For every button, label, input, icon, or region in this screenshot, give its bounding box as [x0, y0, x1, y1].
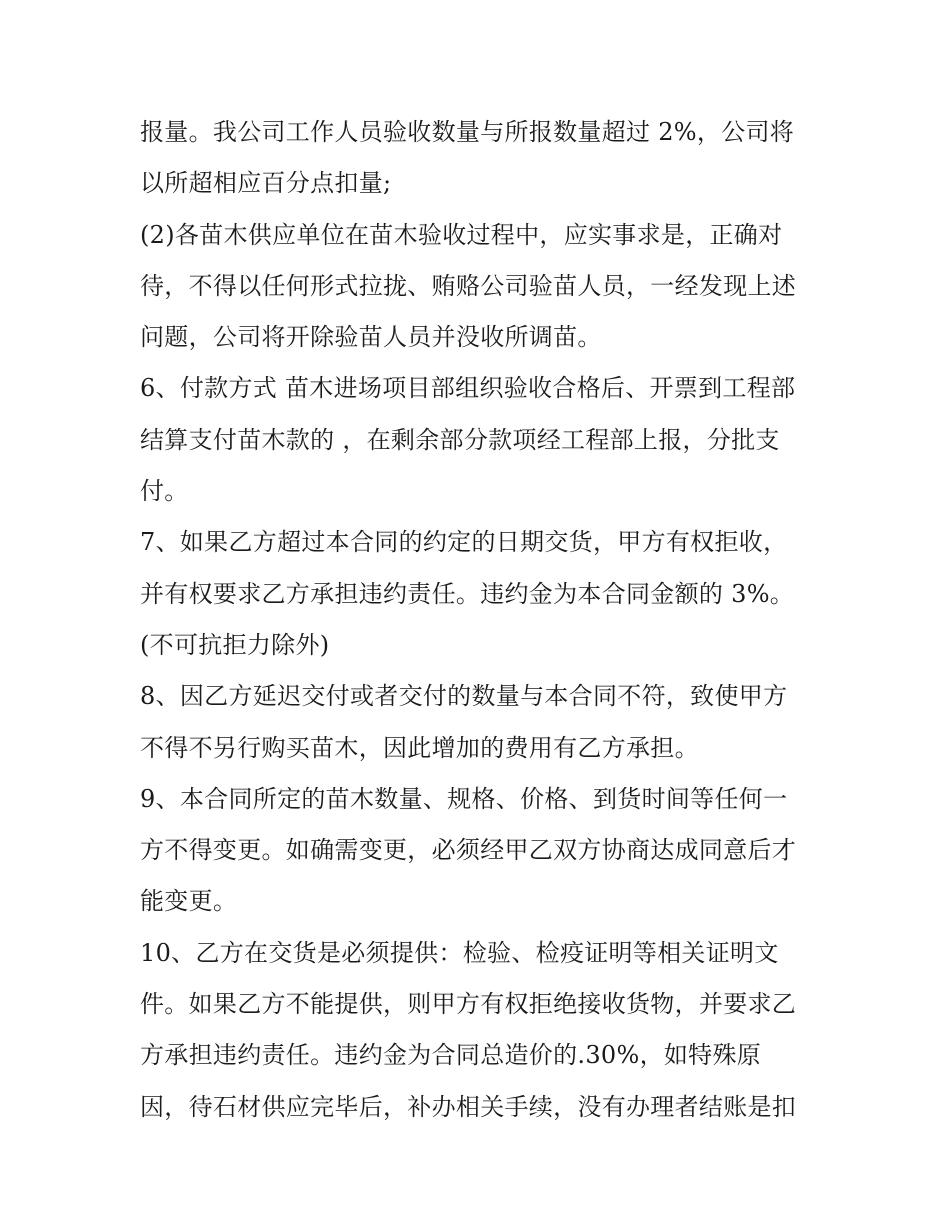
- text-line-3: (2)各苗木供应单位在苗木验收过程中，应实事求是，正确对: [140, 220, 783, 249]
- text-line-9: 7、如果乙方超过本合同的约定的日期交货，甲方有权拒收，: [140, 528, 788, 557]
- text-line-19: 方承担违约责任。违约金为合同总造价的.30%，如特殊原: [140, 1041, 762, 1070]
- text-line-14: 9、本合同所定的苗木数量、规格、价格、到货时间等任何一: [140, 784, 788, 813]
- text-line-17: 10、乙方在交货是必须提供：检验、检疫证明等相关证明文: [140, 938, 779, 967]
- text-line-2: 以所超相应百分点扣量;: [140, 169, 392, 198]
- text-line-1: 报量。我公司工作人员验收数量与所报数量超过 2%，公司将: [140, 118, 795, 146]
- text-line-7: 结算支付苗木款的 ，在剩余部分款项经工程部上报，分批支: [140, 425, 780, 454]
- text-line-20: 因，待石材供应完毕后，补办相关手续，没有办理者结账是扣: [140, 1092, 797, 1121]
- text-line-15: 方不得变更。如确需变更，必须经甲乙双方协商达成同意后才: [140, 836, 797, 865]
- text-line-4: 待，不得以任何形式拉拢、贿赂公司验苗人员，一经发现上述: [140, 271, 797, 300]
- text-line-12: 8、因乙方延迟交付或者交付的数量与本合同不符，致使甲方: [140, 682, 788, 711]
- text-line-18: 件。如果乙方不能提供，则甲方有权拒绝接收货物，并要求乙: [140, 990, 797, 1019]
- text-line-11: (不可抗拒力除外): [140, 630, 330, 659]
- text-line-16: 能变更。: [140, 887, 238, 916]
- text-line-13: 不得不另行购买苗木，因此增加的费用有乙方承担。: [140, 733, 699, 762]
- text-line-6: 6、付款方式 苗木进场项目部组织验收合格后、开票到工程部: [140, 374, 796, 403]
- text-line-8: 付。: [140, 477, 189, 506]
- text-line-10: 并有权要求乙方承担违约责任。违约金为本合同金额的 3%。: [140, 579, 795, 608]
- text-line-5: 问题，公司将开除验苗人员并没收所调苗。: [140, 323, 602, 352]
- contract-text: [140, 107, 820, 1133]
